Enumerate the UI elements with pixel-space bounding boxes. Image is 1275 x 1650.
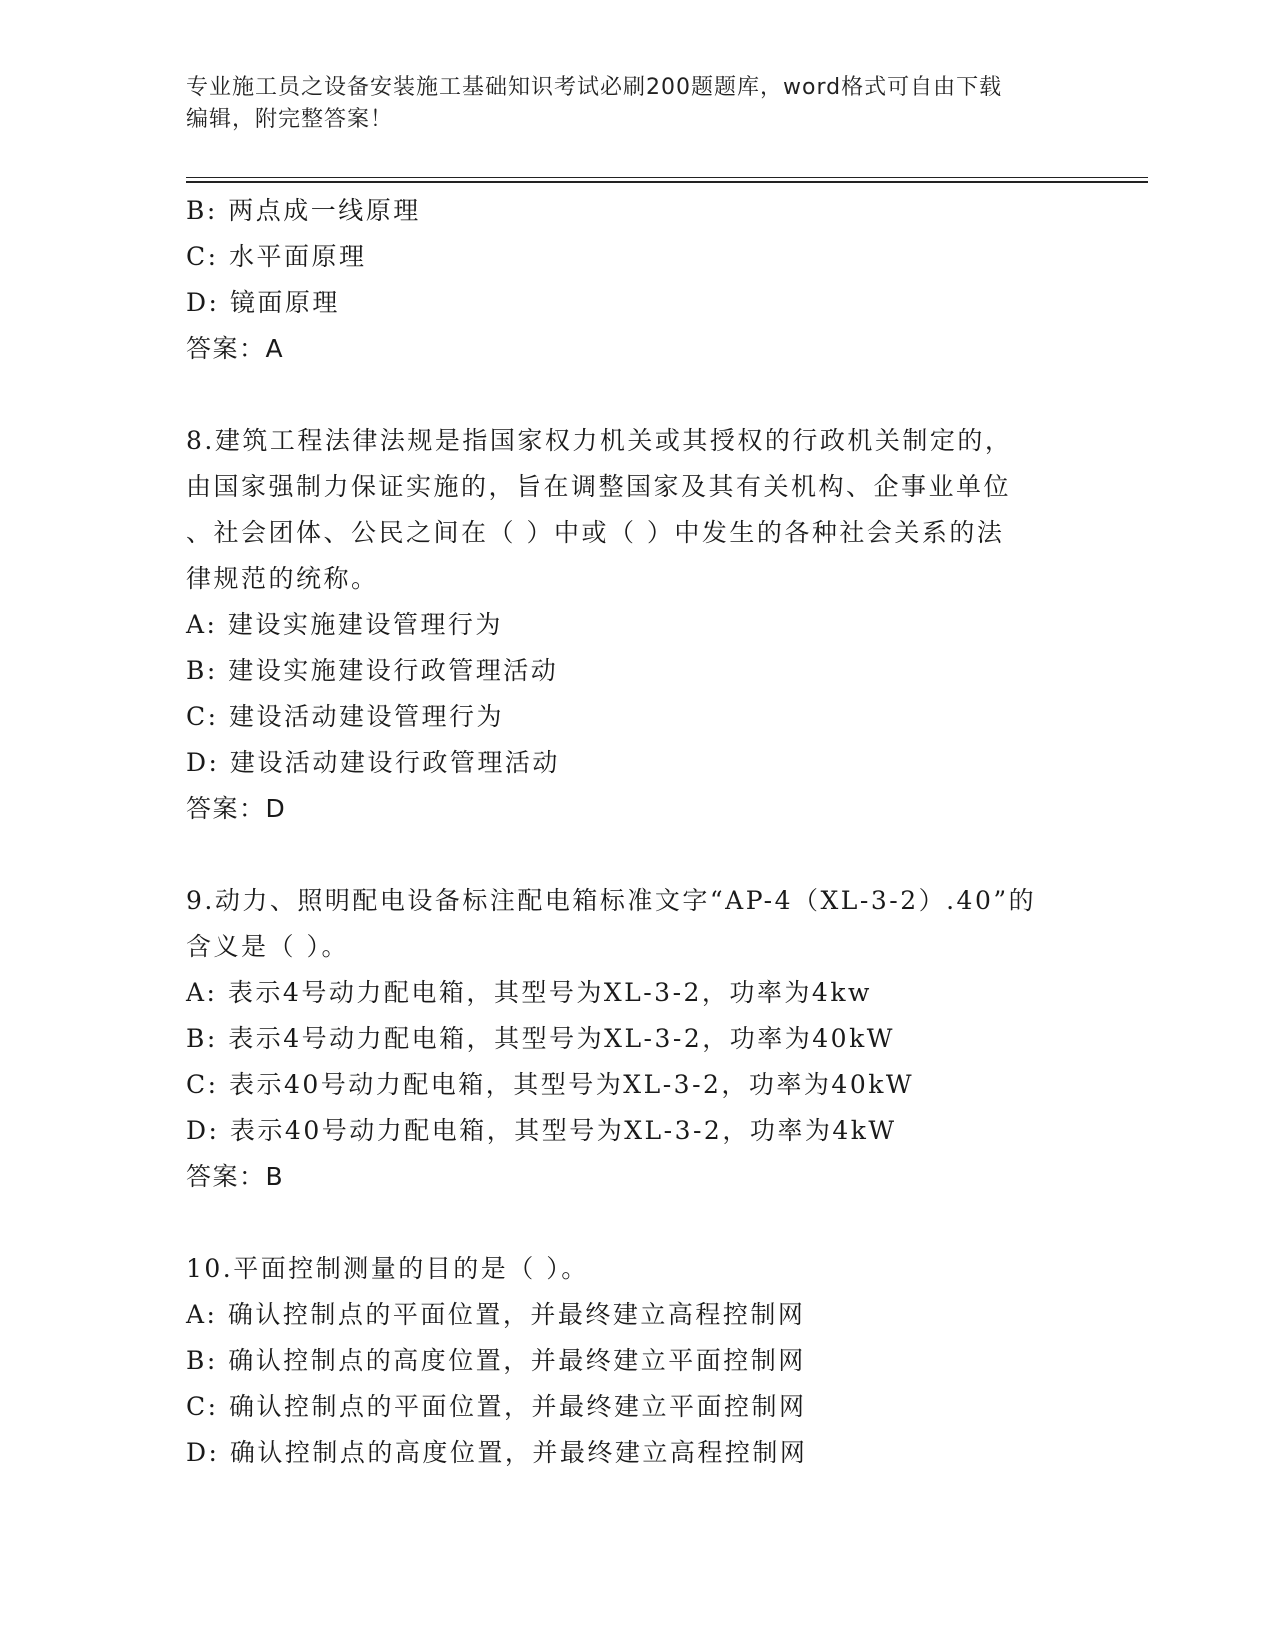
option-b: B: 表示4号动力配电箱，其型号为XL-3-2，功率为40kW: [186, 1024, 895, 1053]
option-c: C: 表示40号动力配电箱，其型号为XL-3-2，功率为40kW: [186, 1070, 915, 1099]
question-9: [186, 878, 1086, 1200]
header-title-line-2: 编辑，附完整答案！: [186, 107, 394, 132]
spacer: [186, 1200, 1086, 1246]
option-b: B: 确认控制点的高度位置，并最终建立平面控制网: [186, 1346, 806, 1375]
option-c: C: 确认控制点的平面位置，并最终建立平面控制网: [186, 1392, 807, 1421]
option-c: C: 水平面原理: [186, 242, 367, 271]
question-7-remainder: [186, 188, 1086, 372]
question-stem-line: 由国家强制力保证实施的，旨在调整国家及其有关机构、企事业单位: [186, 472, 1012, 501]
header-divider-thick: [186, 181, 1148, 183]
header-divider-thin: [186, 177, 1148, 178]
question-stem-line: 9.动力、照明配电设备标注配电箱标准文字“AP-4（XL-3-2）.40”的: [186, 886, 1037, 915]
question-stem-line: 、社会团体、公民之间在（ ）中或（ ）中发生的各种社会关系的法: [186, 518, 1005, 547]
option-d: D: 建设活动建设行政管理活动: [186, 748, 560, 777]
option-d: D: 表示40号动力配电箱，其型号为XL-3-2，功率为4kW: [186, 1116, 897, 1145]
option-a: A: 确认控制点的平面位置，并最终建立高程控制网: [186, 1300, 806, 1329]
spacer: [186, 372, 1086, 418]
option-d: D: 镜面原理: [186, 288, 340, 317]
document-body: [186, 188, 1086, 1476]
answer-line: 答案：B: [186, 1162, 285, 1191]
option-b: B: 建设实施建设行政管理活动: [186, 656, 559, 685]
question-stem-line: 律规范的统称。: [186, 564, 379, 593]
answer-line: 答案：A: [186, 334, 285, 363]
spacer: [186, 832, 1086, 878]
answer-line: 答案：D: [186, 794, 287, 823]
option-a: A: 表示4号动力配电箱，其型号为XL-3-2，功率为4kw: [186, 978, 872, 1007]
option-c: C: 建设活动建设管理行为: [186, 702, 504, 731]
page-header: [186, 72, 1066, 136]
option-a: A: 建设实施建设管理行为: [186, 610, 503, 639]
question-stem-line: 8.建筑工程法律法规是指国家权力机关或其授权的行政机关制定的，: [186, 426, 1013, 455]
question-stem-line: 10.平面控制测量的目的是（ ）。: [186, 1254, 589, 1283]
question-8: [186, 418, 1086, 832]
header-title-line-1: 专业施工员之设备安装施工基础知识考试必刷200题题库，word格式可自由下载: [186, 75, 1003, 100]
option-d: D: 确认控制点的高度位置，并最终建立高程控制网: [186, 1438, 808, 1467]
option-b: B: 两点成一线原理: [186, 196, 421, 225]
question-stem-line: 含义是（ ）。: [186, 932, 349, 961]
question-10: [186, 1246, 1086, 1476]
